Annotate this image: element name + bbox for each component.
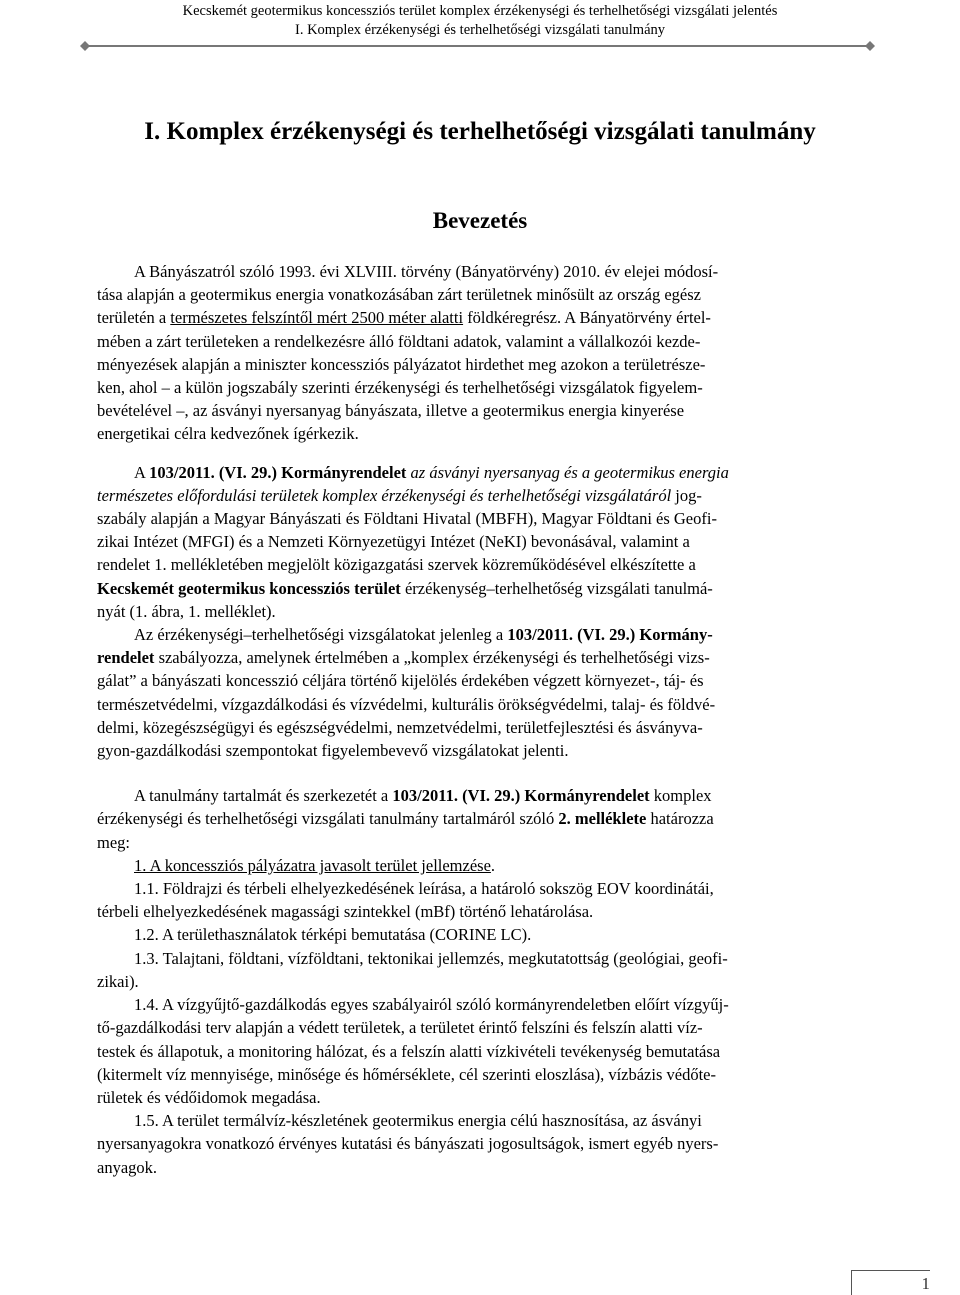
text-line: A tanulmány tartalmát és szerkezetét a 103/2011. (VI. 29.) Kormányrendelet komplex [134, 786, 712, 806]
section-heading: Bevezetés [432, 208, 528, 233]
list-heading: 1. A koncessziós pályázatra javasolt terület jellemzése. [134, 855, 496, 875]
running-header [0, 2, 960, 40]
list-item [97, 947, 843, 993]
paragraph-regulation [97, 461, 843, 623]
header-line-1: Kecskemét geotermikus koncessziós terület komplex érzékenységi és terhelhetőségi vizsgálati jelentés [182, 3, 778, 19]
diamond-right-icon [865, 41, 875, 51]
body-text [97, 260, 843, 1179]
text-line: 1.4. A vízgyűjtő-gazdálkodás egyes szabályairól szóló kormányrendeletben előírt vízgyűj- [134, 995, 729, 1015]
text-line: rendelet szabályozza, amelynek értelmében a „komplex érzékenységi és terhelhetőségi vizs- [97, 648, 710, 668]
header-line-2: I. Komplex érzékenységi és terhelhetőségi vizsgálati tanulmány [294, 22, 666, 38]
document-title: I. Komplex érzékenységi és terhelhetőségi vizsgálati tanulmány [144, 118, 816, 145]
text-line: 1.1. Földrajzi és térbeli elhelyezkedésének leírása, a határoló sokszög EOV koordinátái, [134, 879, 714, 899]
text-line: zikai). [97, 971, 139, 991]
list-item [97, 1109, 843, 1179]
text-line: 1.5. A terület termálvíz-készletének geotermikus energia célú hasznosítása, az ásványi [134, 1111, 702, 1131]
text-line: térbeli elhelyezkedésének magassági szintekkel (mBf) történő lehatárolása. [97, 902, 594, 922]
text-line: nyersanyagokra vonatkozó érvényes kutatási és bányászati jogosultságok, ismert egyéb nyers- [97, 1134, 719, 1154]
page-number: 1 [921, 1274, 930, 1293]
list-item [97, 923, 843, 946]
text-line: A 103/2011. (VI. 29.) Kormányrendelet az ásványi nyersanyag és a geotermikus energia [134, 462, 729, 482]
text-line: Az érzékenységi–terhelhetőségi vizsgálatokat jelenleg a 103/2011. (VI. 29.) Kormány- [134, 625, 713, 645]
text-line: A Bányászatról szóló 1993. évi XLVIII. törvény (Bányatörvény) 2010. év elejei módosí- [134, 262, 719, 281]
text-line: meg: [97, 832, 130, 852]
diamond-left-icon [80, 41, 90, 51]
text-line: mében a zárt területeken a rendelkezésre álló földtani adatok, valamint a vállalkozói kezde- [97, 331, 701, 351]
text-line: nyát (1. ábra, 1. melléklet). [97, 601, 276, 621]
text-line: (kitermelt víz mennyisége, minősége és hőmérséklete, cél szerinti eloszlása), vízbázis védőte- [97, 1064, 716, 1084]
text-line: gálat” a bányászati koncesszió céljára történő kijelölés érdekében végzett környezet-, táj- és [97, 671, 704, 691]
text-line: rületek és védőidomok megadása. [97, 1087, 321, 1107]
text-line: energetikai célra kedvezőnek ígérkezik. [97, 424, 359, 444]
text-line: ken, ahol – a külön jogszabály szerinti érzékenységi és terhelhetőségi vizsgálatok figyelem- [97, 378, 703, 398]
list-item [97, 993, 843, 1109]
text-line: zikai Intézet (MFGI) és a Nemzeti Környezetügyi Intézet (NeKI) bevonásával, valamint a [97, 532, 690, 552]
list-item [97, 877, 843, 923]
text-line: ményezések alapján a miniszter koncessziós pályázatot hirdethet meg azokon a területrésze- [97, 354, 706, 374]
text-line: testek és állapotuk, a monitoring hálózat, és a felszín alatti vízkivételi tevékenység bemutatása [97, 1041, 721, 1061]
text-line: természetvédelmi, vízgazdálkodási és vízvédelmi, kulturális örökségvédelmi, talaj- és földvé- [97, 694, 716, 714]
text-line: szabály alapján a Magyar Bányászati és Földtani Hivatal (MBFH), Magyar Földtani és Geofi- [97, 509, 717, 529]
text-line: anyagok. [97, 1157, 158, 1177]
text-line: tő-gazdálkodási terv alapján a védett területek, a területet érintő felszíni és felszín alatti víz- [97, 1018, 703, 1038]
paragraph-intro [97, 260, 843, 446]
paragraph-assessment [97, 623, 843, 762]
content-list [97, 854, 843, 1179]
text-line: rendelet 1. mellékletében megjelölt közigazgatási szervek közreműködésével elkészítette a [97, 555, 696, 575]
text-line: természetes előfordulási területek komplex érzékenységi és terhelhetőségi vizsgálatáról jog- [97, 485, 702, 505]
paragraph-structure [97, 784, 843, 854]
underlined-phrase: természetes felszíntől mért 2500 méter alatti [170, 308, 464, 328]
text-line: Kecskemét geotermikus koncessziós terület érzékenység–terhelhetőség vizsgálati tanulmá- [97, 578, 713, 598]
header-divider [80, 41, 875, 51]
page-number-box [851, 1270, 930, 1295]
text-line: területén a természetes felszíntől mért 2500 méter alatti földkéregrész. A Bányatörvény értel- [97, 308, 711, 328]
text-line: érzékenységi és terhelhetőségi vizsgálati tanulmány tartalmáról szóló 2. melléklete határozza [97, 809, 714, 829]
text-line: delmi, közegészségügyi és egészségvédelmi, nemzetvédelmi, területfejlesztési és ásványva- [97, 717, 703, 737]
text-line: bevételével –, az ásványi nyersanyag bányászata, illetve a geotermikus energia kinyerése [97, 401, 685, 421]
text-line: 1.2. A területhasználatok térképi bemutatása (CORINE LC). [134, 925, 532, 945]
text-line: gyon-gazdálkodási szempontokat figyelembevevő vizsgálatokat jelenti. [97, 741, 569, 761]
text-line: tása alapján a geotermikus energia vonatkozásában zárt területnek minősült az ország egész [97, 285, 701, 305]
text-line: 1.3. Talajtani, földtani, vízföldtani, tektonikai jellemzés, megkutatottság (geológiai, geofi- [134, 948, 728, 968]
